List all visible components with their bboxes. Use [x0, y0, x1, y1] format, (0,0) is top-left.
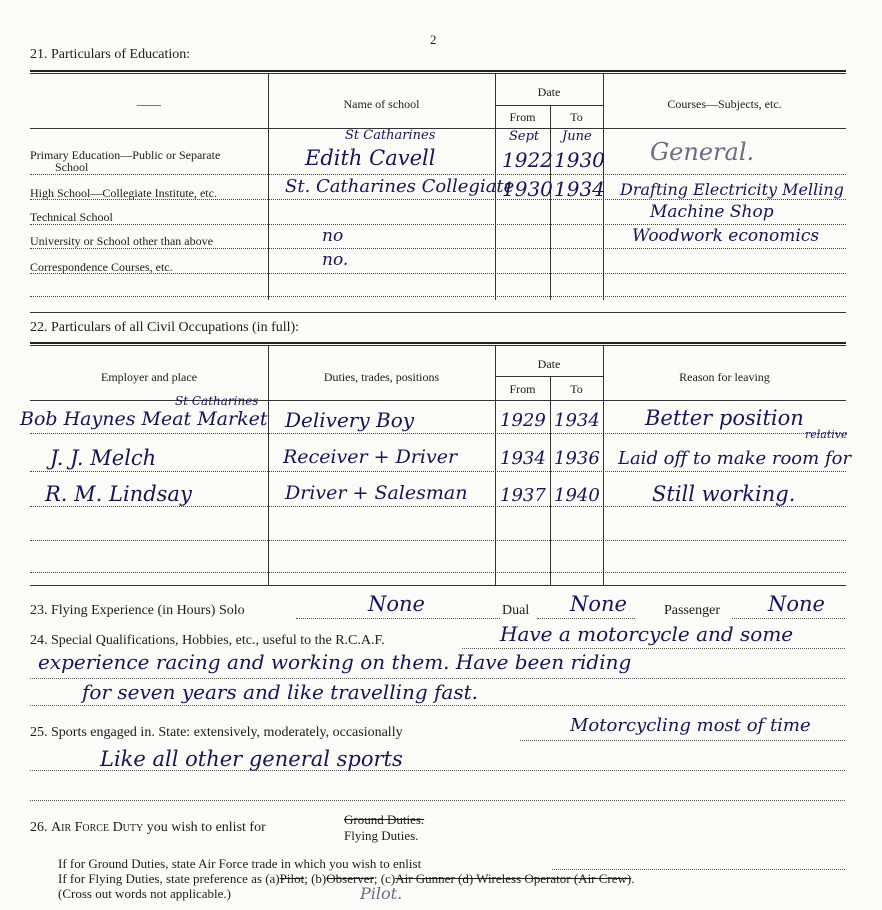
- table-rule: [30, 345, 846, 346]
- hw-from-1: 1929: [500, 410, 546, 431]
- hw-primary-city: St Catharines: [345, 128, 436, 143]
- row-label-correspondence: Correspondence Courses, etc.: [30, 260, 173, 274]
- dual-line: [537, 618, 635, 619]
- row-rule: [30, 273, 846, 274]
- hw-passenger-hours: None: [768, 592, 825, 616]
- option-end: .: [631, 871, 635, 886]
- hw-dual-hours: None: [570, 592, 627, 616]
- hw-primary-courses: General.: [650, 138, 755, 166]
- table-rule: [30, 128, 846, 129]
- header-to: To: [570, 110, 583, 124]
- row-rule: [30, 224, 846, 225]
- sports-line-3: [30, 800, 845, 801]
- hw-to-1: 1934: [554, 410, 600, 431]
- section-24-label: 24. Special Qualifications, Hobbies, etc., useful to the R.C.A.F.: [30, 633, 385, 648]
- option-gunner-wireless: Air Gunner (d) Wireless Operator (Air Crew): [395, 871, 632, 886]
- row-rule: [30, 540, 846, 541]
- hw-high-school: St. Catharines Collegiate: [285, 176, 515, 197]
- page-number: 2: [430, 32, 437, 47]
- hw-reason-2: Laid off to make room for: [618, 448, 852, 469]
- hw-duties-3: Driver + Salesman: [285, 482, 468, 504]
- hw-reason-2-note: relative: [805, 428, 848, 441]
- section-21-title: 21. Particulars of Education:: [30, 47, 191, 62]
- header-date-occupation: Date: [537, 357, 561, 371]
- hw-technical-courses: Machine Shop: [650, 202, 774, 222]
- column-divider: [550, 106, 551, 300]
- row-rule: [30, 572, 846, 573]
- hw-primary-school: Edith Cavell: [305, 146, 436, 170]
- table-rule: [30, 342, 846, 344]
- ground-duties-option: Ground Duties.: [344, 812, 425, 827]
- table-rule: [30, 400, 846, 401]
- qualifications-line-1: [462, 648, 845, 649]
- option-pilot: Pilot: [279, 871, 305, 886]
- hw-high-from: 1930: [502, 177, 553, 201]
- table-rule: [496, 105, 603, 106]
- row-label-technical: Technical School: [30, 210, 113, 224]
- section-25-label: 25. Sports engaged in. State: extensively, moderately, occasionally: [30, 725, 403, 740]
- header-reason: Reason for leaving: [679, 370, 770, 384]
- header-date: Date: [537, 85, 561, 99]
- hw-reason-1: Better position: [645, 406, 804, 430]
- row-label-primary-school: School: [55, 160, 89, 174]
- row-rule: [30, 199, 846, 200]
- hw-primary-from: 1922: [502, 148, 553, 172]
- hw-to-2: 1936: [554, 448, 600, 469]
- header-courses: Courses—Subjects, etc.: [667, 97, 782, 111]
- option-sep-c: ; (c): [373, 871, 396, 886]
- section-26-label-rest: you wish to enlist for: [146, 820, 266, 835]
- section-22-title: 22. Particulars of all Civil Occupations (in full):: [30, 320, 300, 335]
- sports-line-1: [520, 740, 845, 741]
- qualifications-line-3: [30, 705, 845, 706]
- hw-employer-3: R. M. Lindsay: [45, 482, 192, 506]
- flying-duties-option: Flying Duties.: [344, 828, 419, 843]
- hw-sports-2: Like all other general sports: [100, 747, 403, 771]
- qualifications-line-2: [30, 678, 845, 679]
- header-from: From: [509, 110, 536, 124]
- hw-employer-1: Bob Haynes Meat Market: [20, 408, 268, 430]
- row-rule: [30, 433, 846, 434]
- hw-qualifications-3: for seven years and like travelling fast.: [82, 680, 479, 704]
- header-duties: Duties, trades, positions: [323, 370, 440, 384]
- section-26-number: 26.: [30, 820, 48, 835]
- column-divider: [550, 377, 551, 586]
- row-label-primary: Primary Education—Public or Separate: [30, 148, 221, 162]
- row-rule: [30, 248, 846, 249]
- row-rule: [30, 296, 846, 297]
- header-blank: ——: [137, 97, 161, 111]
- flying-preference-label: If for Flying Duties, state preference as (a): [58, 871, 280, 886]
- hw-employer-2: J. J. Melch: [50, 446, 157, 470]
- hw-to-3: 1940: [554, 485, 600, 506]
- hw-high-courses: Drafting Electricity Melling: [620, 180, 844, 199]
- hw-sports-1: Motorcycling most of time: [570, 715, 811, 736]
- solo-line: [296, 618, 500, 619]
- table-rule: [30, 312, 846, 313]
- passenger-label: Passenger: [664, 603, 720, 618]
- hw-duties-1: Delivery Boy: [285, 408, 415, 432]
- flying-preference-line: [58, 871, 635, 887]
- cross-out-note: (Cross out words not applicable.): [58, 886, 231, 901]
- hw-qualifications-2: experience racing and working on them. Have been riding: [38, 650, 632, 674]
- hw-flying-preference: Pilot.: [360, 884, 403, 903]
- hw-from-3: 1937: [500, 485, 546, 506]
- section-26-air-force-duty: Air Force Duty: [51, 820, 144, 835]
- table-rule: [496, 376, 603, 377]
- hw-primary-to-month: June: [562, 129, 592, 144]
- hw-solo-hours: None: [368, 592, 425, 616]
- ground-trade-line: [552, 869, 845, 870]
- header-employer: Employer and place: [101, 370, 197, 384]
- row-rule: [30, 471, 846, 472]
- hw-qualifications-1: Have a motorcycle and some: [500, 622, 794, 646]
- header-to-occupation: To: [570, 382, 583, 396]
- section-23-label: 23. Flying Experience (in Hours) Solo: [30, 603, 245, 618]
- dual-label: Dual: [502, 603, 530, 618]
- hw-primary-from-month: Sept: [509, 129, 540, 144]
- row-rule: [30, 506, 846, 507]
- hw-reason-3: Still working.: [652, 482, 796, 506]
- hw-university-courses: Woodwork economics: [632, 226, 820, 246]
- hw-from-2: 1934: [500, 448, 546, 469]
- row-label-high-school: High School—Collegiate Institute, etc.: [30, 186, 217, 200]
- hw-correspondence: no.: [322, 250, 349, 270]
- hw-university: no: [322, 226, 344, 246]
- row-rule: [30, 174, 846, 175]
- row-label-university: University or School other than above: [30, 234, 213, 248]
- table-rule: [30, 70, 846, 72]
- hw-primary-to: 1930: [554, 148, 605, 172]
- option-sep-b: ; (b): [304, 871, 327, 886]
- section-26-label: [30, 820, 266, 836]
- hw-employer-city: St Catharines: [175, 394, 259, 408]
- passenger-line: [732, 618, 845, 619]
- header-name-of-school: Name of school: [343, 97, 420, 111]
- table-rule: [30, 73, 846, 74]
- hw-high-to: 1934: [554, 177, 605, 201]
- hw-duties-2: Receiver + Driver: [283, 446, 458, 468]
- option-observer: Observer: [326, 871, 374, 886]
- table-rule: [30, 585, 846, 586]
- header-from-occupation: From: [509, 382, 536, 396]
- ground-trade-label: If for Ground Duties, state Air Force trade in which you wish to enlist: [58, 856, 422, 871]
